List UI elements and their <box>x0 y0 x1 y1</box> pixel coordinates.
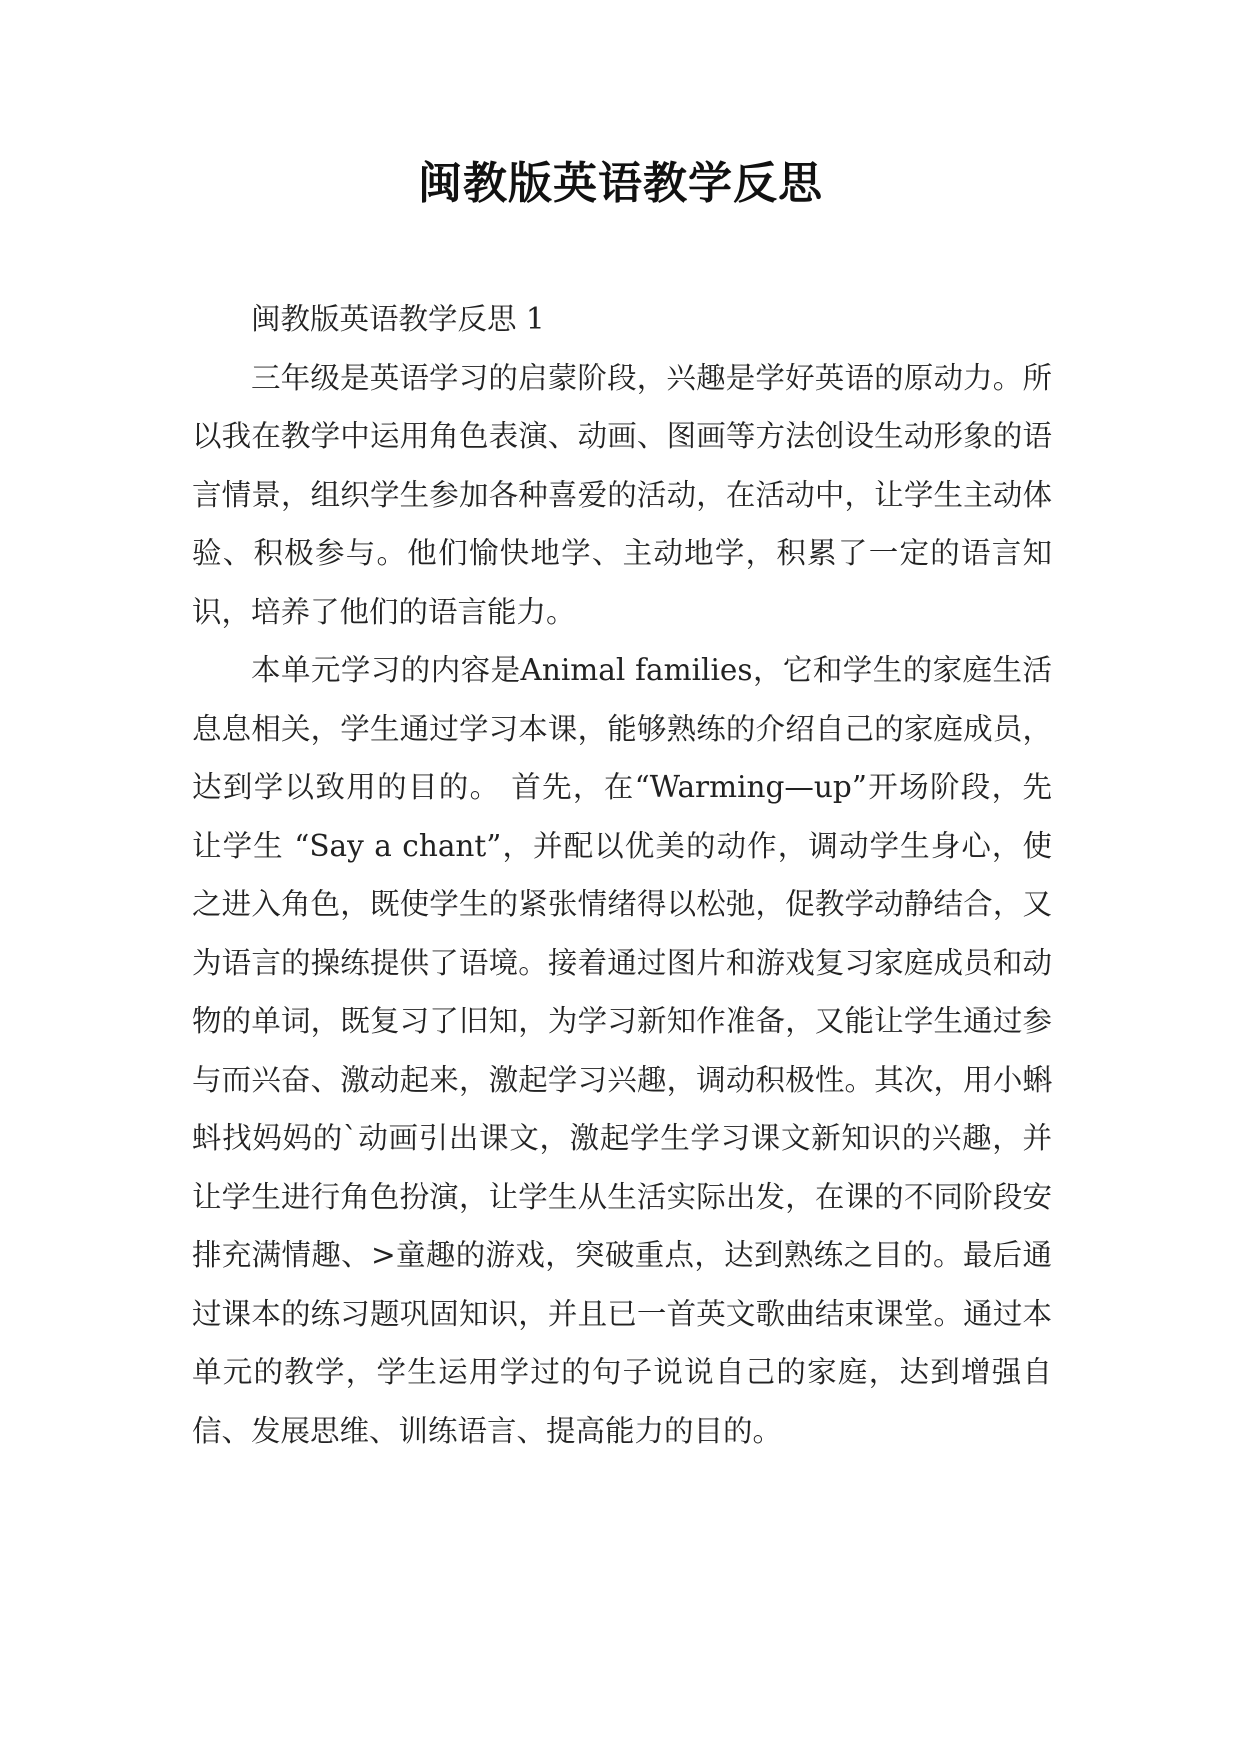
document-title: 闽教版英语教学反思 <box>418 158 823 209</box>
paragraph-2: 本单元学习的内容是Animal families，它和学生的家庭生活息息相关，学生通过学习本课，能够熟练的介绍自己的家庭成员，达到学以致用的目的。 首先，在“Warming—up”开场阶段，先让学生 “Say a chant”，并配以优美的动作，调动学生身心，使之进入角色，既使学生的紧张情绪得以松弛，促教学动静结合，又为语言的操练提供了语境。接着通过图片和游戏复习家庭成员和动物的单词，既复习了旧知，为学习新知作准备，又能让学生通过参与而兴奋、激动起来，激起学习兴趣，调动积极性。其次，用小蝌蚪找妈妈的`动画引出课文，激起学生学习课文新知识的兴趣，并让学生进行角色扮演，让学生从生活实际出发，在课的不同阶段安排充满情趣、>童趣的游戏，突破重点，达到熟练之目的。最后通过课本的练习题巩固知识，并且已一首英文歌曲结束课堂。通过本单元的教学，学生运用学过的句子说说自己的家庭，达到增强自信、发展思维、训练语言、提高能力的目的。 <box>192 653 1052 1448</box>
paragraph-1: 三年级是英语学习的启蒙阶段，兴趣是学好英语的原动力。所以我在教学中运用角色表演、动画、图画等方法创设生动形象的语言情景，组织学生参加各种喜爱的活动，在活动中，让学生主动体验、积极参与。他们愉快地学、主动地学，积累了一定的语言知识，培养了他们的语言能力。 <box>192 360 1052 629</box>
section-heading: 闽教版英语教学反思 1 <box>251 302 545 336</box>
document-body <box>192 290 1052 1460</box>
